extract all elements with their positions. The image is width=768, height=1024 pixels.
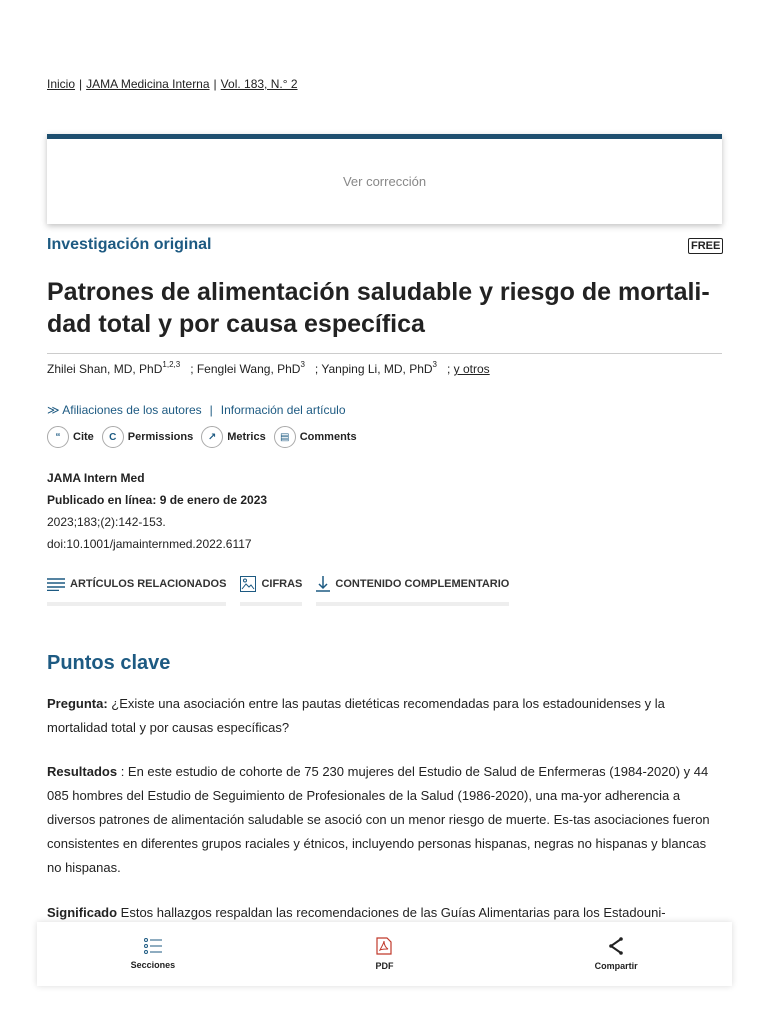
breadcrumb	[47, 77, 298, 91]
key-points-heading: Puntos clave	[47, 652, 171, 674]
sections-button[interactable]	[93, 938, 213, 970]
key-point-results	[47, 760, 723, 880]
meaning-label: Significado	[47, 905, 118, 920]
sections-label: Secciones	[130, 960, 176, 970]
view-correction-link[interactable]: Ver corrección	[342, 174, 427, 189]
breadcrumb-separator: |	[213, 77, 217, 91]
results-label: Resultados	[47, 764, 118, 779]
pdf-button[interactable]	[324, 937, 444, 971]
author-affiliation-sup: 3	[300, 360, 305, 369]
permissions-label: Permissions	[127, 431, 194, 443]
article-info-link[interactable]: Información del artículo	[220, 403, 346, 417]
sections-icon	[144, 938, 162, 954]
breadcrumb-volume-link[interactable]: Vol. 183, N.° 2	[220, 77, 298, 91]
author-affiliation-sup: 1,2,3	[162, 360, 181, 369]
question-text: ¿Existe una asociación entre las pautas dietéticas recomendadas para los estadounidenses y la mortalidad total y por causas específicas?	[47, 696, 665, 735]
question-label: Pregunta:	[47, 696, 108, 711]
bottom-toolbar	[37, 922, 732, 986]
share-icon	[608, 937, 624, 955]
free-badge: FREE	[688, 238, 723, 254]
figures-label: CIFRAS	[261, 578, 303, 590]
doi: doi:10.1001/jamainternmed.2022.6117	[47, 537, 252, 551]
breadcrumb-home-link[interactable]: Inicio	[47, 77, 76, 91]
citation: 2023;183;(2):142-153.	[47, 515, 166, 529]
affiliation-row: ≫ Afiliaciones de los autores | Información del artículo	[47, 403, 346, 417]
article-meta	[47, 467, 267, 555]
share-button[interactable]	[556, 937, 676, 971]
comments-label: Comments	[299, 431, 357, 443]
breadcrumb-separator: |	[79, 77, 83, 91]
author-name[interactable]: ; Yanping Li, MD, PhD	[314, 362, 433, 376]
author-affiliations-link[interactable]: ≫ Afiliaciones de los autores	[47, 403, 202, 417]
article-title: Patrones de alimentación saludable y riesgo de mortali-dad total y por causa específica	[47, 278, 710, 338]
share-label: Compartir	[594, 961, 638, 971]
author-name[interactable]: Zhilei Shan, MD, PhD	[47, 362, 163, 376]
cite-button[interactable]	[47, 426, 94, 448]
published-date: Publicado en línea: 9 de enero de 2023	[47, 493, 268, 507]
related-articles-label: ARTÍCULOS RELACIONADOS	[70, 578, 227, 590]
permissions-button[interactable]	[102, 426, 193, 448]
correction-banner[interactable]	[47, 134, 722, 224]
article-tools	[47, 426, 365, 448]
article-type: Investigación original	[47, 236, 212, 253]
key-point-question	[47, 692, 723, 740]
breadcrumb-journal-link[interactable]: JAMA Medicina Interna	[86, 77, 210, 91]
comment-icon: ▤	[274, 426, 296, 448]
list-icon	[47, 577, 65, 591]
pdf-label: PDF	[375, 961, 394, 971]
copyright-icon: C	[102, 426, 124, 448]
author-list: Zhilei Shan, MD, PhD$^{1,2,3}$ ; Fenglei Wang, PhD$^3$ ; Yanping Li, MD, PhD$^3$ ; y otros	[47, 360, 490, 376]
related-tabs	[47, 576, 523, 606]
author-affiliation-sup: 3	[432, 360, 437, 369]
and-others-link[interactable]: y otros	[453, 362, 490, 376]
pdf-icon	[376, 937, 392, 955]
download-icon	[316, 576, 330, 592]
figures-tab[interactable]	[240, 576, 302, 606]
comments-button[interactable]	[274, 426, 357, 448]
image-icon	[240, 576, 256, 592]
cite-label: Cite	[73, 431, 94, 443]
trend-icon: ↗	[201, 426, 223, 448]
metrics-button[interactable]	[201, 426, 266, 448]
author-name[interactable]: ; Fenglei Wang, PhD	[190, 362, 301, 376]
results-text: : En este estudio de cohorte de 75 230 mujeres del Estudio de Salud de Enfermeras (1984-2020) y 44 085 hombres del Estudio de Seguimiento de Profesionales de la Salud (1986-2020), una ma-yor adherencia a diversos patrones de alimentación saludable se asoció con un menor riesgo de muerte. Es-tas asociaciones fueron consistentes en diferentes grupos raciales y étnicos, incluyendo personas hispanas, negras no hispanas y blancas no hispanas.	[47, 764, 710, 875]
journal-name: JAMA Intern Med	[47, 471, 145, 485]
metrics-label: Metrics	[227, 431, 266, 443]
supplement-label: CONTENIDO COMPLEMENTARIO	[335, 578, 510, 590]
quote-icon: “	[47, 426, 69, 448]
title-divider	[47, 353, 722, 354]
meaning-text: Estos hallazgos respaldan las recomendaciones de las Guías Alimentarias para los Estadouni-	[117, 905, 666, 920]
supplement-tab[interactable]	[316, 576, 509, 606]
related-articles-tab[interactable]	[47, 576, 226, 606]
